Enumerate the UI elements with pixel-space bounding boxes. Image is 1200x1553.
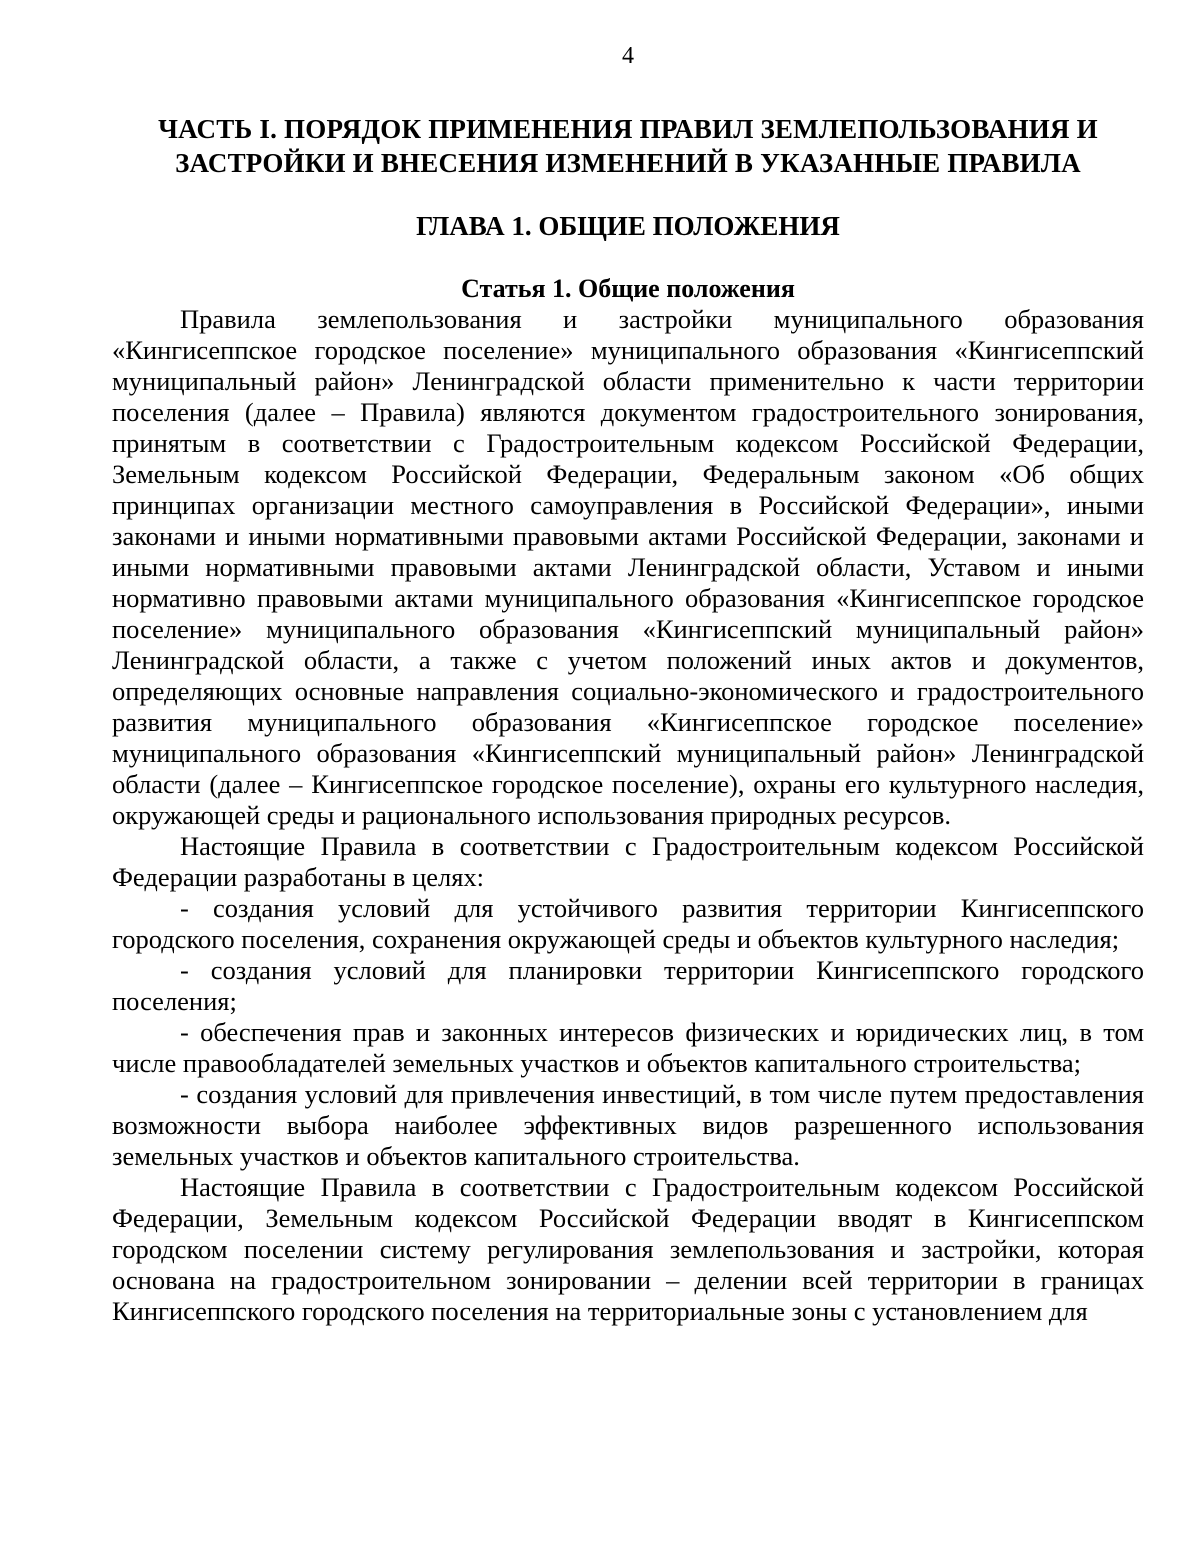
goal-list-item: - создания условий для планировки территории Кингисеппского городского поселения; — [112, 955, 1144, 1016]
part-heading: ЧАСТЬ I. ПОРЯДОК ПРИМЕНЕНИЯ ПРАВИЛ ЗЕМЛЕПОЛЬЗОВАНИЯ И ЗАСТРОЙКИ И ВНЕСЕНИЯ ИЗМЕНЕНИЙ В УКАЗАННЫЕ ПРАВИЛА — [158, 114, 1098, 178]
goal-list-item: - обеспечения прав и законных интересов физических и юридических лиц, в том числе правообладателей земельных участков и объектов капитального строительства; — [112, 1017, 1144, 1078]
article-paragraph-1: Правила землепользования и застройки муниципального образования «Кингисеппское городское поселение» муниципального образования «Кингисеппский муниципальный район» Ленинградской области применительно к части территории поселения (далее – Правила) являются документом градостроительного зонирования, принятым в соответствии с Градостроительным кодексом Российской Федерации, Земельным кодексом Российской Федерации, Федеральным законом «Об общих принципах организации местного самоуправления в Российской Федерации», иными законами и иными нормативными правовыми актами Российской Федерации, законами и иными нормативными правовыми актами Ленинградской области, Уставом и иными нормативно правовыми актами муниципального образования «Кингисеппское городское поселение» муниципального образования «Кингисеппский муниципальный район» Ленинградской области, а также с учетом положений иных актов и документов, определяющих основные направления социально-экономического и градостроительного развития муниципального образования «Кингисеппское городское поселение» муниципального образования «Кингисеппский муниципальный район» Ленинградской области (далее – Кингисеппское городское поселение), охраны его культурного наследия, окружающей среды и рационального использования природных ресурсов. — [112, 304, 1144, 830]
article-paragraph-3: Настоящие Правила в соответствии с Градостроительным кодексом Российской Федерации, Земельным кодексом Российской Федерации вводят в Кингисеппском городском поселении систему регулирования землепользования и застройки, которая основана на градостроительном зонировании – делении всей территории в границах Кингисеппского городского поселения на территориальные зоны с установлением для — [112, 1172, 1144, 1326]
document-body — [112, 112, 1144, 1327]
page-number: 4 — [622, 43, 634, 69]
goal-list-item: - создания условий для устойчивого развития территории Кингисеппского городского поселения, сохранения окружающей среды и объектов культурного наследия; — [112, 893, 1144, 954]
article-paragraph-2: Настоящие Правила в соответствии с Градостроительным кодексом Российской Федерации разработаны в целях: — [112, 831, 1144, 892]
chapter-heading: ГЛАВА 1. ОБЩИЕ ПОЛОЖЕНИЯ — [416, 211, 840, 241]
article-heading: Статья 1. Общие положения — [461, 274, 795, 303]
goal-list-item: - создания условий для привлечения инвестиций, в том числе путем предоставления возможности выбора наиболее эффективных видов разрешенного использования земельных участков и объектов капитального строительства. — [112, 1079, 1144, 1171]
